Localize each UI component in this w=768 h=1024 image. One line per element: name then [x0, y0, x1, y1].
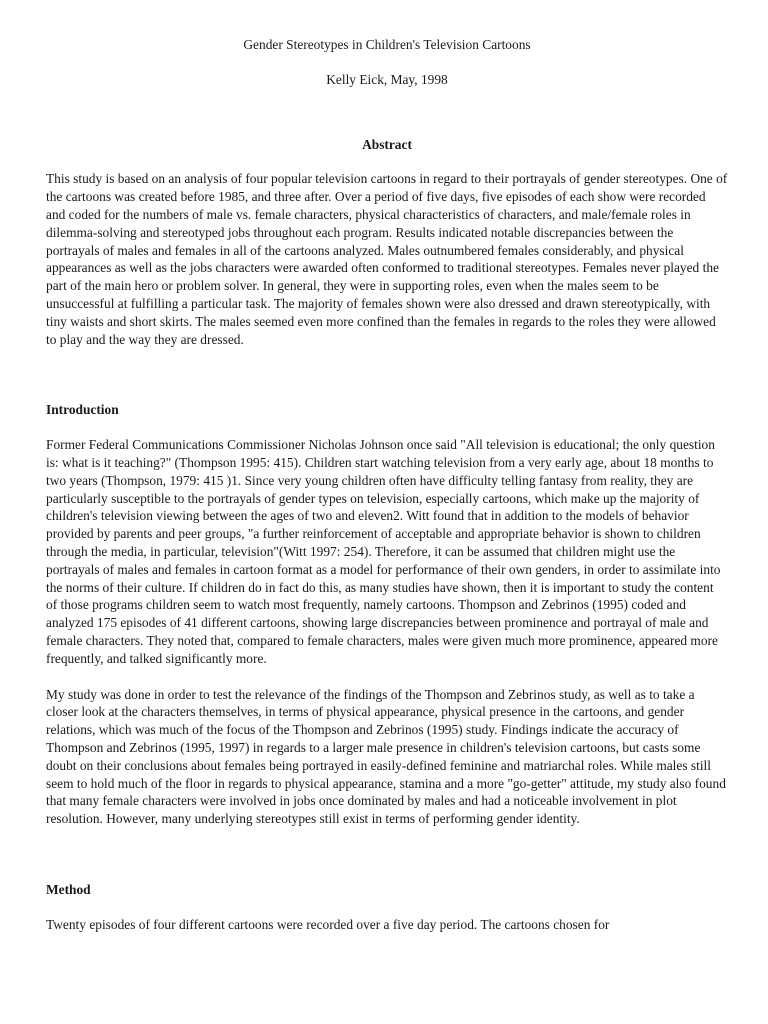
abstract-paragraph: This study is based on an analysis of four popular television cartoons in regard to their portrayals of gender stereotypes. One of the cartoons was created before 1985, and three after. Over a period of five days, five episodes of each show were recorded and coded for the numbers of male vs. female characters, physical characteristics of characters, and male/female roles in dilemma-solving and stereotyped jobs throughout each program. Results indicated notable discrepancies between the portrayals of males and females in all of the cartoons analyzed. Males outnumbered females considerably, and physical appearances as well as the jobs characters were awarded often conformed to traditional stereotypes. Females never played the part of the main hero or problem solver. In general, they were in supporting roles, even when the males seem to be unsuccessful at fulfilling a particular task. The majority of females shown were also dressed and drawn stereotypically, with tiny waists and short skirts. The males seemed even more confined than the females in regards to the roles they were allowed to play and the way they are dressed.	[46, 171, 728, 347]
introduction-heading: Introduction	[46, 402, 119, 418]
method-paragraph-1: Twenty episodes of four different cartoons were recorded over a five day period. The cartoons chosen for	[46, 916, 610, 932]
document-page	[46, 30, 728, 933]
author-line: Kelly Eick, May, 1998	[326, 71, 448, 87]
method-heading: Method	[46, 881, 91, 897]
document-title: Gender Stereotypes in Children's Television Cartoons	[243, 37, 531, 52]
abstract-heading: Abstract	[362, 136, 412, 152]
introduction-paragraph-2: My study was done in order to test the relevance of the findings of the Thompson and Zebrinos study, as well as to take a closer look at the characters themselves, in terms of physical appearance, physical presence in the cartoons, and gender relations, which was much of the focus of the Thompson and Zebrinos (1995) study. Findings indicate the accuracy of Thompson and Zebrinos (1995, 1997) in regards to a larger male presence in children's television cartoons, but casts some doubt on their conclusions about females being portrayed in easily-defined feminine and matriarchal roles. While males still seem to hold much of the floor in regards to physical appearance, stamina and a more "go-getter" attitude, my study also found that many female characters were involved in jobs once dominated by males and had a noticeable involvement in plot resolution. However, many underlying stereotypes still exist in terms of performing gender identity.	[46, 686, 726, 827]
introduction-paragraph-1: Former Federal Communications Commissioner Nicholas Johnson once said "All television is educational; the only question is: what is it teaching?" (Thompson 1995: 415). Children start watching television from a very early age, about 18 months to two years (Thompson, 1979: 415 )1. Since very young children often have difficulty telling fantasy from reality, they are particularly susceptible to the portrayals of gender types on television, especially cartoons, which make up the majority of children's television viewing between the ages of two and eleven2. Witt found that in addition to the models of behavior provided by parents and peer groups, "a further reinforcement of acceptable and appropriate behavior is shown to children through the media, in particular, television"(Witt 1997: 254). Therefore, it can be assumed that children might use the portrayals of males and females in cartoon format as a model for performance of their own genders, in order to assimilate into the norms of their culture. If children do in fact do this, as many studies have shown, then it is important to study the content of those programs children seem to watch most frequently, namely cartoons. Thompson and Zebrinos (1995) coded and analyzed 175 episodes of 41 different cartoons, showing large discrepancies between prominence and portrayal of male and female characters. They noted that, compared to female characters, males were given much more prominence, appeared more frequently, and talked significantly more.	[46, 437, 721, 666]
